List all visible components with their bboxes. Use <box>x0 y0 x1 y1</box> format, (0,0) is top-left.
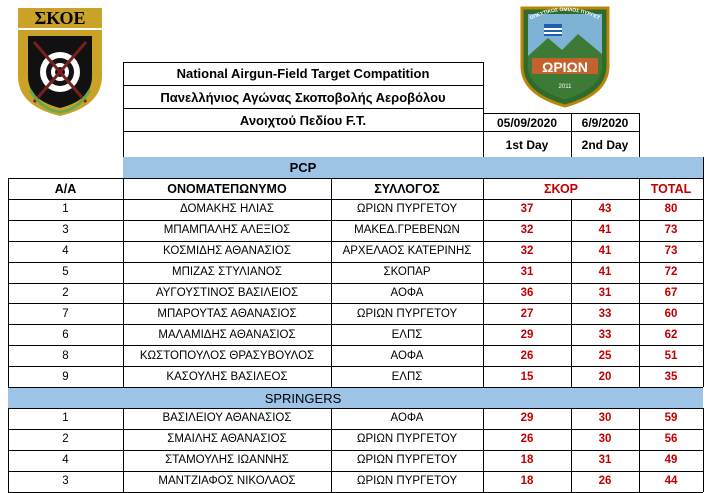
row-aa: 8 <box>62 349 69 362</box>
grid-line <box>703 408 704 492</box>
row-day2-score: 25 <box>598 349 612 362</box>
row-day1-score: 37 <box>520 203 534 216</box>
row-day2-score: 41 <box>598 266 612 279</box>
row-aa: 3 <box>62 224 69 237</box>
grid-line <box>8 345 703 346</box>
grid-line <box>703 178 704 387</box>
title-en: National Airgun-Field Target Compatition <box>176 66 430 81</box>
row-club: ΜΑΚΕΔ.ΓΡΕΒΕΝΩΝ <box>354 224 460 237</box>
row-name: ΜΑΝΤΖΙΑΦΟΣ ΝΙΚΟΛΑΟΣ <box>158 475 296 488</box>
row-club: ΑΟΦΑ <box>390 349 424 362</box>
row-club: ΩΡΙΩΝ ΠΥΡΓΕΤΟΥ <box>356 307 458 320</box>
row-aa: 9 <box>62 370 69 383</box>
day2-date: 6/9/2020 <box>581 115 629 130</box>
row-day2-score: 26 <box>598 475 612 488</box>
row-aa: 2 <box>62 433 69 446</box>
row-day2-score: 31 <box>598 454 612 467</box>
col-header-club: ΣΥΛΛΟΓΟΣ <box>374 181 440 196</box>
row-club: ΑΟΦΑ <box>390 287 424 300</box>
row-total: 80 <box>664 203 678 216</box>
row-day1-score: 31 <box>520 266 534 279</box>
row-aa: 3 <box>62 475 69 488</box>
row-club: ΩΡΙΩΝ ΠΥΡΓΕΤΟΥ <box>356 475 458 488</box>
row-name: ΑΥΓΟΥΣΤΙΝΟΣ ΒΑΣΙΛΕΙΟΣ <box>155 287 299 300</box>
grid-line <box>483 178 484 387</box>
row-day1-score: 15 <box>520 370 534 383</box>
row-aa: 1 <box>62 203 69 216</box>
row-day1-score: 26 <box>520 433 534 446</box>
row-name: ΜΠΙΖΑΣ ΣΤΥΛΙΑΝΟΣ <box>172 266 282 279</box>
row-club: ΩΡΙΩΝ ΠΥΡΓΕΤΟΥ <box>356 433 458 446</box>
row-aa: 7 <box>62 307 69 320</box>
grid-line <box>331 408 332 492</box>
grid-line <box>571 199 572 387</box>
row-day1-score: 18 <box>520 475 534 488</box>
row-total: 67 <box>664 287 678 300</box>
row-name: ΣΜΑΙΛΗΣ ΑΘΑΝΑΣΙΟΣ <box>167 433 287 446</box>
row-day1-score: 36 <box>520 287 534 300</box>
grid-line <box>8 324 703 325</box>
grid-line <box>639 408 640 492</box>
row-club: ΩΡΙΩΝ ΠΥΡΓΕΤΟΥ <box>356 454 458 467</box>
row-total: 73 <box>664 245 678 258</box>
grid-line <box>8 178 9 387</box>
row-total: 59 <box>664 412 678 425</box>
row-day2-score: 31 <box>598 287 612 300</box>
row-club: ΩΡΙΩΝ ΠΥΡΓΕΤΟΥ <box>356 203 458 216</box>
row-total: 72 <box>664 266 678 279</box>
skoe-logo-text: ΣΚΟΕ <box>34 8 86 28</box>
grid-line <box>123 178 124 387</box>
row-day2-score: 43 <box>598 203 612 216</box>
row-club: ΕΛΠΣ <box>391 370 423 383</box>
grid-line <box>8 262 703 263</box>
row-day2-score: 41 <box>598 224 612 237</box>
row-name: ΒΑΣΙΛΕΙΟΥ ΑΘΑΝΑΣΙΟΣ <box>162 412 292 425</box>
day1-date: 05/09/2020 <box>496 115 558 130</box>
row-name: ΚΩΣΤΟΠΟΥΛΟΣ ΘΡΑΣΥΒΟΥΛΟΣ <box>139 349 315 362</box>
title-gr-line2: Ανοιχτού Πεδίου F.T. <box>239 113 367 128</box>
grid-line <box>8 366 703 367</box>
skoe-logo <box>14 6 106 118</box>
row-aa: 4 <box>62 245 69 258</box>
row-day1-score: 29 <box>520 328 534 341</box>
row-name: ΜΠΑΜΠΑΛΗΣ ΑΛΕΞΙΟΣ <box>163 224 291 237</box>
grid-line <box>8 408 9 492</box>
row-club: ΑΟΦΑ <box>390 412 424 425</box>
row-day2-score: 33 <box>598 328 612 341</box>
row-aa: 5 <box>62 266 69 279</box>
row-name: ΜΑΛΑΜΙΔΗΣ ΑΘΑΝΑΣΙΟΣ <box>158 328 296 341</box>
row-name: ΜΠΑΡΟΥΤΑΣ ΑΘΑΝΑΣΙΟΣ <box>157 307 297 320</box>
row-total: 51 <box>664 349 678 362</box>
col-header-total: TOTAL <box>650 181 692 196</box>
orion-logo <box>518 4 612 108</box>
orion-logo-year: 2011 <box>558 84 572 90</box>
grid-line <box>123 408 124 492</box>
springers-section-label: SPRINGERS <box>264 390 342 406</box>
row-day2-score: 30 <box>598 412 612 425</box>
col-header-name: ΟΝΟΜΑΤΕΠΩΝΥΜΟ <box>167 181 287 196</box>
row-total: 44 <box>664 475 678 488</box>
row-day2-score: 30 <box>598 433 612 446</box>
title-gr-line1: Πανελλήνιος Αγώνας Σκοποβολής Αεροβόλου <box>160 90 446 105</box>
row-aa: 6 <box>62 328 69 341</box>
grid-line <box>483 408 484 492</box>
grid-line <box>331 178 332 387</box>
row-total: 73 <box>664 224 678 237</box>
row-day1-score: 32 <box>520 224 534 237</box>
grid-line <box>8 450 703 451</box>
grid-line <box>8 220 703 221</box>
grid-line <box>571 408 572 492</box>
pcp-section-label: PCP <box>289 160 317 175</box>
grid-line <box>8 199 703 200</box>
grid-line <box>8 178 703 179</box>
row-day1-score: 32 <box>520 245 534 258</box>
row-total: 49 <box>664 454 678 467</box>
row-day1-score: 27 <box>520 307 534 320</box>
row-aa: 4 <box>62 454 69 467</box>
grid-line <box>8 283 703 284</box>
grid-line <box>8 408 703 409</box>
col-header-aa: Α/Α <box>54 181 77 196</box>
day1-label: 1st Day <box>505 138 549 152</box>
row-total: 60 <box>664 307 678 320</box>
grid-line <box>8 241 703 242</box>
orion-logo-club: ΟΠΕΥΤΙΚΟΣ ΟΜΙΛΟΣ ΠΥΡΓΕΤ <box>528 6 601 22</box>
row-club: ΕΛΠΣ <box>391 328 423 341</box>
row-day2-score: 20 <box>598 370 612 383</box>
grid-line <box>639 178 640 387</box>
day2-label: 2nd Day <box>581 138 629 152</box>
row-club: ΣΚΟΠΑΡ <box>383 266 431 279</box>
row-total: 62 <box>664 328 678 341</box>
row-day1-score: 18 <box>520 454 534 467</box>
row-name: ΣΤΑΜΟΥΛΗΣ ΙΩΑΝΝΗΣ <box>165 454 289 467</box>
row-name: ΚΟΣΜΙΔΗΣ ΑΘΑΝΑΣΙΟΣ <box>163 245 291 258</box>
row-club: ΑΡΧΕΛΑΟΣ ΚΑΤΕΡΙΝΗΣ <box>342 245 472 258</box>
row-day1-score: 29 <box>520 412 534 425</box>
row-total: 56 <box>664 433 678 446</box>
row-total: 35 <box>664 370 678 383</box>
row-aa: 1 <box>62 412 69 425</box>
grid-line <box>703 157 704 178</box>
row-aa: 2 <box>62 287 69 300</box>
grid-line <box>8 303 703 304</box>
grid-line <box>8 471 703 472</box>
row-day1-score: 26 <box>520 349 534 362</box>
grid-line <box>8 429 703 430</box>
row-day2-score: 41 <box>598 245 612 258</box>
row-name: ΔΟΜΑΚΗΣ ΗΛΙΑΣ <box>180 203 274 216</box>
orion-logo-name: ΩΡΙΩΝ <box>542 59 588 75</box>
col-header-score: ΣΚΟΡ <box>543 181 578 196</box>
row-name: ΚΑΣΟΥΛΗΣ ΒΑΣΙΛΕΟΣ <box>166 370 288 383</box>
row-day2-score: 33 <box>598 307 612 320</box>
